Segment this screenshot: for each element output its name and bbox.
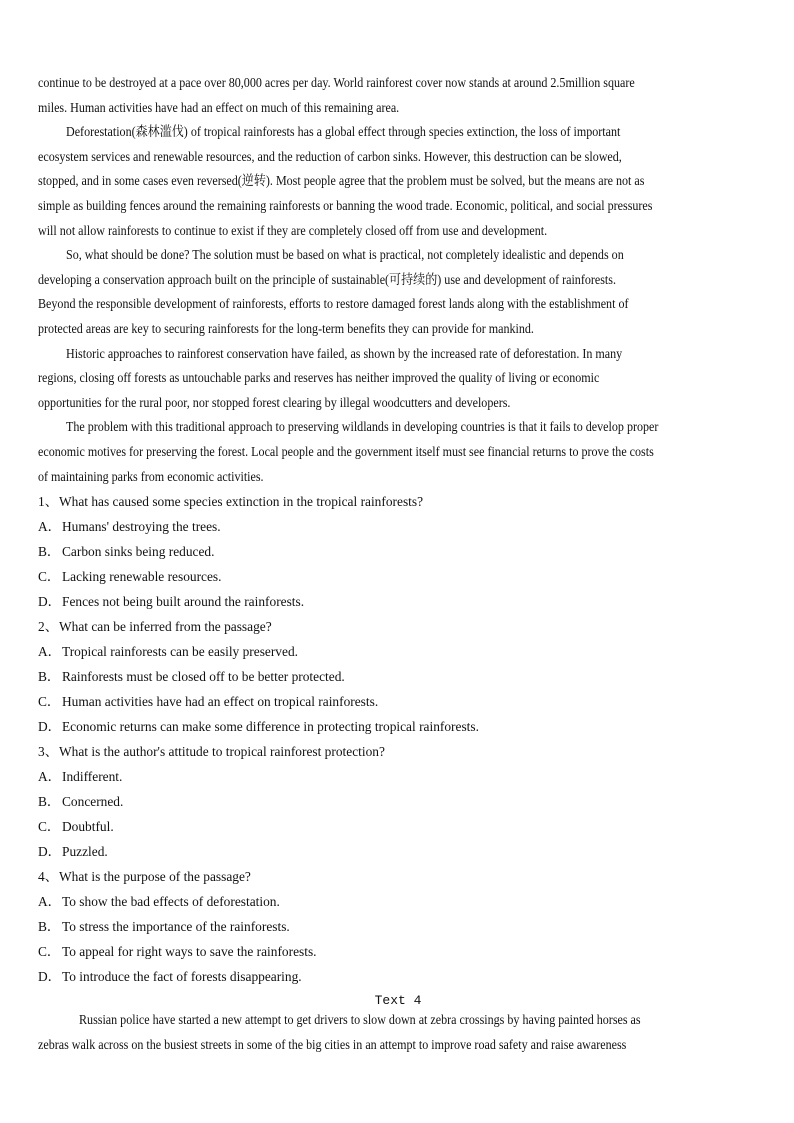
option-text: Doubtful. — [62, 819, 114, 835]
option-text: Tropical rainforests can be easily preserved. — [62, 644, 298, 660]
option-text: Human activities have had an effect on tropical rainforests. — [62, 694, 379, 710]
option-text: Humans' destroying the trees. — [62, 519, 221, 535]
option-label: C． — [38, 694, 61, 710]
question-number: 1、 — [38, 494, 59, 510]
passage-line: Beyond the responsible development of rainforests, efforts to restore damaged forest lands along with the establishment of — [38, 296, 629, 312]
passage-line: economic motives for preserving the forest. Local people and the government itself must see financial returns to prove the costs — [38, 443, 654, 459]
option-d[interactable] — [38, 589, 758, 614]
option-label: A． — [38, 769, 62, 785]
option-c[interactable] — [38, 814, 758, 839]
option-d[interactable] — [38, 964, 758, 989]
passage-line: simple as building fences around the remaining rainforests or banning the wood trade. Economic, political, and social pressures — [38, 197, 653, 213]
passage-line: So, what should be done? The solution must be based on what is practical, not completely idealistic and depends on — [66, 247, 624, 263]
passage-line: zebras walk across on the busiest streets in some of the big cities in an attempt to improve road safety and raise awareness — [38, 1036, 627, 1052]
option-label: D． — [38, 969, 62, 985]
passage-line: ecosystem services and renewable resources, and the reduction of carbon sinks. However, this destruction can be slowed, — [38, 148, 622, 164]
option-text: Indifferent. — [62, 769, 123, 785]
option-b[interactable] — [38, 789, 758, 814]
passage-text3 — [38, 71, 758, 489]
passage-line: Historic approaches to rainforest conservation have failed, as shown by the increased rate of deforestation. In many — [66, 345, 623, 361]
passage-line: The problem with this traditional approach to preserving wildlands in developing countries is that it fails to develop proper — [66, 419, 659, 435]
passage-line: will not allow rainforests to continue to exist if they are completely closed off from use and development. — [38, 222, 548, 238]
option-b[interactable] — [38, 539, 758, 564]
option-text: To stress the importance of the rainforests. — [62, 919, 290, 935]
option-b[interactable] — [38, 914, 758, 939]
option-label: C． — [38, 819, 61, 835]
option-text: Rainforests must be closed off to be better protected. — [62, 669, 345, 685]
option-d[interactable] — [38, 714, 758, 739]
passage-text4 — [38, 1008, 758, 1057]
passage-line: Deforestation(森林滥伐) of tropical rainforests has a global effect through species extinction, the loss of important — [66, 124, 621, 140]
option-text: Lacking renewable resources. — [62, 569, 222, 585]
passage-line: of maintaining parks from economic activities. — [38, 468, 264, 484]
option-label: D． — [38, 719, 62, 735]
question-text: What is the author's attitude to tropical rainforest protection? — [59, 744, 385, 760]
question-2 — [38, 614, 758, 639]
option-label: B． — [38, 544, 61, 560]
passage-line: protected areas are key to securing rainforests for the long-term benefits they can provide for mankind. — [38, 320, 534, 336]
passage-line: regions, closing off forests as untouchable parks and reserves has neither improved the quality of living or economic — [38, 370, 600, 386]
option-text: Economic returns can make some difference in protecting tropical rainforests. — [62, 719, 479, 735]
option-label: B． — [38, 794, 61, 810]
option-label: B． — [38, 669, 61, 685]
option-a[interactable] — [38, 764, 758, 789]
passage-line: developing a conservation approach built on the principle of sustainable(可持续的) use and development of rainforests. — [38, 271, 616, 287]
question-1 — [38, 489, 758, 514]
option-d[interactable] — [38, 839, 758, 864]
question-text: What has caused some species extinction in the tropical rainforests? — [59, 494, 424, 510]
option-text: Puzzled. — [62, 844, 108, 860]
question-list — [38, 489, 758, 989]
option-c[interactable] — [38, 689, 758, 714]
question-number: 2、 — [38, 619, 59, 635]
question-3 — [38, 739, 758, 764]
passage-line: opportunities for the rural poor, nor stopped forest clearing by illegal woodcutters and developers. — [38, 394, 511, 410]
question-text: What is the purpose of the passage? — [59, 869, 251, 885]
option-label: A． — [38, 644, 62, 660]
option-a[interactable] — [38, 639, 758, 664]
option-a[interactable] — [38, 889, 758, 914]
question-number: 4、 — [38, 869, 59, 885]
question-4 — [38, 864, 758, 889]
option-c[interactable] — [38, 939, 758, 964]
option-label: B． — [38, 919, 61, 935]
option-text: To show the bad effects of deforestation. — [62, 894, 280, 910]
option-text: Concerned. — [62, 794, 124, 810]
passage-line: Russian police have started a new attempt to get drivers to slow down at zebra crossings by having painted horses as — [79, 1012, 641, 1028]
option-label: D． — [38, 594, 62, 610]
option-text: To appeal for right ways to save the rainforests. — [62, 944, 317, 960]
option-label: D． — [38, 844, 62, 860]
option-text: To introduce the fact of forests disappearing. — [62, 969, 302, 985]
option-label: A． — [38, 519, 62, 535]
question-number: 3、 — [38, 744, 59, 760]
option-text: Fences not being built around the rainforests. — [62, 594, 305, 610]
section-title-text4: Text 4 — [374, 993, 422, 1009]
option-a[interactable] — [38, 514, 758, 539]
option-label: A． — [38, 894, 62, 910]
passage-line: stopped, and in some cases even reversed(逆转). Most people agree that the problem must be solved, but the means are not as — [38, 173, 645, 189]
option-label: C． — [38, 569, 61, 585]
document-page — [38, 71, 758, 1057]
option-c[interactable] — [38, 564, 758, 589]
passage-line: continue to be destroyed at a pace over 80,000 acres per day. World rainforest cover now stands at around 2.5million square — [38, 75, 635, 90]
question-text: What can be inferred from the passage? — [59, 619, 272, 635]
option-label: C． — [38, 944, 61, 960]
option-b[interactable] — [38, 664, 758, 689]
passage-line: miles. Human activities have had an effect on much of this remaining area. — [38, 99, 400, 115]
option-text: Carbon sinks being reduced. — [62, 544, 215, 560]
